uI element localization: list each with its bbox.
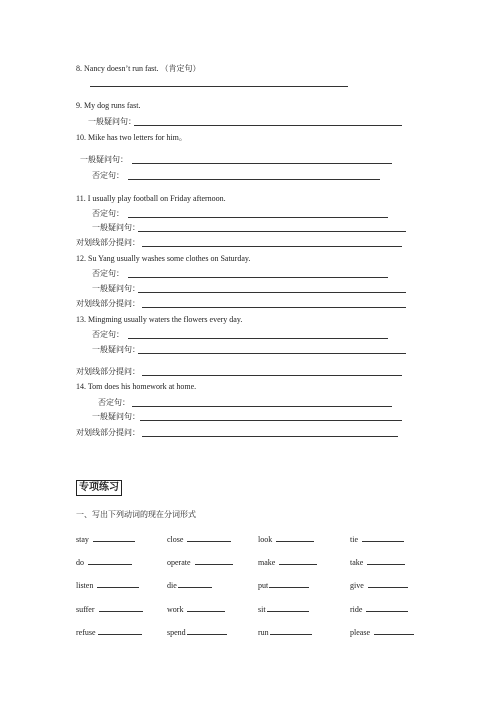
verb-blank[interactable] (374, 627, 414, 635)
verb-item (258, 604, 309, 615)
verb-item (76, 627, 142, 638)
verb-item (167, 580, 212, 591)
q13-answer-line-2[interactable] (138, 353, 406, 354)
verb-item (167, 604, 225, 615)
verb-blank[interactable] (195, 557, 233, 565)
verb-item (350, 604, 408, 615)
verb-item (76, 580, 139, 591)
q10-label-1: 一般疑问句： (80, 155, 128, 164)
q13-label-3: 对划线部分提问： (76, 367, 140, 376)
verb-blank[interactable] (97, 580, 139, 588)
verb-word: please (350, 628, 370, 637)
verb-word: work (167, 605, 184, 614)
verb-word: make (258, 558, 276, 567)
q12-answer-line-3[interactable] (142, 307, 406, 308)
q9-sentence: 9. My dog runs fast. (76, 101, 141, 110)
section-title: 专项练习 (76, 480, 122, 496)
verb-blank[interactable] (366, 604, 408, 612)
q11-answer-line-1[interactable] (128, 217, 388, 218)
verb-word: look (258, 535, 273, 544)
q11-answer-line-3[interactable] (142, 246, 402, 247)
q11-answer-line-2[interactable] (138, 231, 406, 232)
verb-item (167, 534, 231, 545)
q14-answer-line-1[interactable] (132, 406, 392, 407)
q14-sentence: 14. Tom does his homework at home. (76, 382, 197, 391)
verb-word: do (76, 558, 84, 567)
q14-label-2: 一般疑问句： (92, 412, 140, 421)
q10-answer-line-2[interactable] (128, 179, 380, 180)
verb-item (350, 580, 408, 591)
verb-word: give (350, 581, 364, 590)
q14-answer-line-2[interactable] (140, 420, 402, 421)
q12-answer-line-2[interactable] (138, 292, 406, 293)
q14-answer-line-3[interactable] (142, 436, 398, 437)
verb-blank[interactable] (276, 534, 314, 542)
verb-blank[interactable] (267, 604, 309, 612)
verb-blank[interactable] (269, 580, 309, 588)
verb-word: run (258, 628, 269, 637)
verb-word: put (258, 581, 269, 590)
verb-blank[interactable] (99, 604, 143, 612)
verb-item (258, 557, 317, 568)
verb-word: take (350, 558, 364, 567)
section-instruction: 一、写出下列动词的现在分词形式 (76, 510, 196, 519)
verb-blank[interactable] (270, 627, 312, 635)
q11-label-2: 一般疑问句： (92, 223, 140, 232)
q9-label-1: 一般疑问句： (88, 117, 136, 126)
q8-sentence: 8. Nancy doesn’t run fast. （肯定句） (76, 64, 201, 73)
q9-answer-line-1[interactable] (134, 125, 402, 126)
verb-blank[interactable] (362, 534, 404, 542)
verb-blank[interactable] (93, 534, 135, 542)
verb-item (258, 534, 314, 545)
verb-word: ride (350, 605, 363, 614)
verb-word: close (167, 535, 184, 544)
q14-label-1: 否定句： (98, 398, 130, 407)
verb-word: operate (167, 558, 191, 567)
verb-blank[interactable] (187, 627, 227, 635)
q11-label-3: 对划线部分提问： (76, 238, 140, 247)
verb-item (76, 604, 143, 615)
q13-label-2: 一般疑问句： (92, 345, 140, 354)
verb-item (350, 534, 404, 545)
verb-item (167, 557, 233, 568)
verb-word: suffer (76, 605, 95, 614)
q11-label-1: 否定句： (92, 209, 124, 218)
verb-word: sit (258, 605, 266, 614)
verb-word: die (167, 581, 177, 590)
q14-label-3: 对划线部分提问： (76, 428, 140, 437)
q11-sentence: 11. I usually play football on Friday afternoon. (76, 194, 226, 203)
verb-blank[interactable] (187, 604, 225, 612)
verb-blank[interactable] (88, 557, 132, 565)
verb-blank[interactable] (367, 557, 405, 565)
verb-item (167, 627, 227, 638)
verb-item (76, 534, 135, 545)
verb-blank[interactable] (178, 580, 212, 588)
verb-word: refuse (76, 628, 96, 637)
q10-label-2: 否定句： (92, 171, 124, 180)
q13-label-1: 否定句： (92, 330, 124, 339)
q13-answer-line-3[interactable] (142, 375, 402, 376)
q10-sentence: 10. Mike has two letters for him。 (76, 133, 187, 142)
verb-word: listen (76, 581, 94, 590)
verb-word: stay (76, 535, 89, 544)
q12-answer-line-1[interactable] (128, 277, 388, 278)
q8-answer-line[interactable] (90, 86, 348, 87)
verb-item (258, 627, 312, 638)
verb-blank[interactable] (98, 627, 142, 635)
verb-blank[interactable] (279, 557, 317, 565)
verb-blank[interactable] (368, 580, 408, 588)
q13-answer-line-1[interactable] (128, 338, 388, 339)
verb-blank[interactable] (187, 534, 231, 542)
q10-answer-line-1[interactable] (132, 163, 392, 164)
verb-item (350, 557, 405, 568)
q12-label-2: 一般疑问句： (92, 284, 140, 293)
q12-label-1: 否定句： (92, 269, 124, 278)
verb-word: tie (350, 535, 358, 544)
q12-sentence: 12. Su Yang usually washes some clothes on Saturday. (76, 254, 251, 263)
verb-word: spend (167, 628, 186, 637)
verb-item (76, 557, 132, 568)
verb-item (350, 627, 414, 638)
q13-sentence: 13. Mingming usually waters the flowers every day. (76, 315, 243, 324)
verb-item (258, 580, 309, 591)
q12-label-3: 对划线部分提问： (76, 299, 140, 308)
